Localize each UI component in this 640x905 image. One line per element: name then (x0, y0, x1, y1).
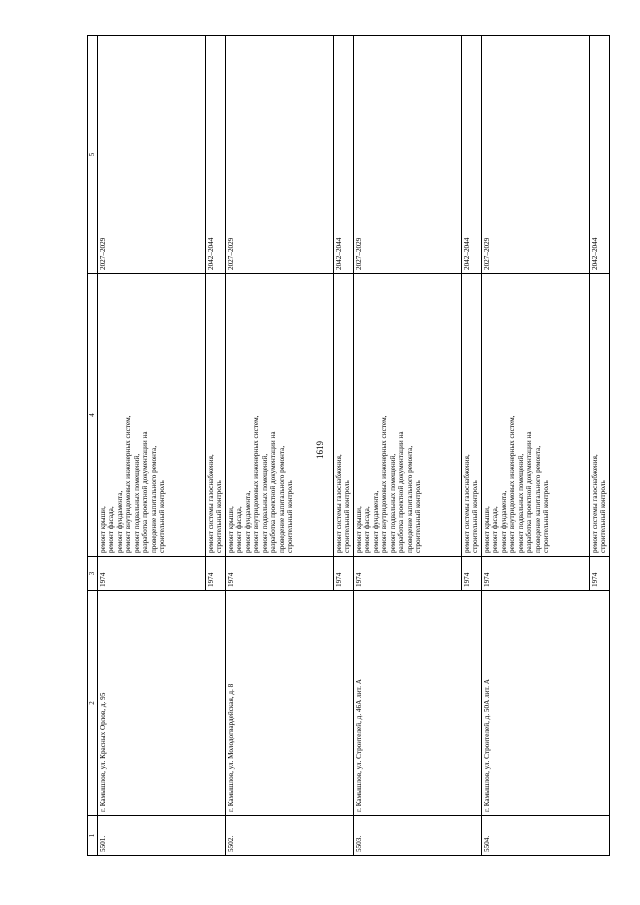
table-row (226, 36, 334, 856)
row-year-gas: 1974 (206, 557, 226, 591)
row-works-main (354, 274, 462, 557)
row-number: 5501. (98, 816, 226, 856)
row-number: 5502. (226, 816, 354, 856)
work-item: ремонт системы газоснабжения, (463, 454, 471, 553)
header-row (88, 36, 98, 856)
work-item: ремонт подвальных помещений, (132, 453, 141, 553)
work-item: ремонт фасада, (235, 506, 244, 553)
work-item: разработка проектной документации на (141, 431, 150, 553)
work-item: ремонт крыши, (483, 506, 491, 553)
work-item: проведение капитального ремонта, (533, 445, 542, 553)
work-item: строительный контроль (286, 480, 295, 553)
register-table (87, 35, 610, 856)
page-number: 1619 (315, 441, 325, 459)
work-item: строительный контроль (471, 480, 480, 553)
row-year: 1974 (226, 557, 334, 591)
header-col-1: 1 (88, 816, 98, 856)
work-item: ремонт внутридомовых инженерных систем, (252, 415, 261, 553)
row-works-main (226, 274, 334, 557)
row-period-main: 2027–2029 (482, 36, 590, 274)
row-works-gas (462, 274, 482, 557)
row-address: г. Камышлов, ул. Красных Орлов, д. 95 (98, 591, 226, 816)
work-item: строительный контроль (215, 480, 224, 553)
row-works-gas (590, 274, 610, 557)
row-year: 1974 (354, 557, 462, 591)
row-works-gas (206, 274, 226, 557)
work-item: строительный контроль (414, 480, 423, 553)
work-item: проведение капитального ремонта, (277, 445, 286, 553)
row-number: 5504. (482, 816, 610, 856)
work-item: ремонт системы газоснабжения, (591, 454, 599, 553)
row-works-main (98, 274, 206, 557)
work-item: ремонт подвальных помещений, (260, 453, 269, 553)
work-item: строительный контроль (158, 480, 167, 553)
row-period-main: 2027–2029 (226, 36, 334, 274)
work-item: ремонт внутридомовых инженерных систем, (124, 415, 133, 553)
work-item: разработка проектной документации на (525, 431, 534, 553)
row-address: г. Камышлов, ул. Строителей, д. 50А лит. А (482, 591, 610, 816)
row-year-gas: 1974 (334, 557, 354, 591)
work-item: разработка проектной документации на (397, 431, 406, 553)
row-number: 5503. (354, 816, 482, 856)
header-col-3: 3 (88, 557, 98, 591)
row-works-gas (334, 274, 354, 557)
work-item: проведение капитального ремонта, (149, 445, 158, 553)
work-item: ремонт системы газоснабжения, (335, 454, 343, 553)
header-col-2: 2 (88, 591, 98, 816)
work-item: строительный контроль (542, 480, 551, 553)
work-item: ремонт подвальных помещений, (516, 453, 525, 553)
register-table-wrapper (87, 36, 608, 856)
work-item: ремонт фасада, (491, 506, 500, 553)
work-item: ремонт подвальных помещений, (388, 453, 397, 553)
table-row (482, 36, 590, 856)
row-address: г. Камышлов, ул. Строителей, д. 46А лит. А (354, 591, 482, 816)
row-works-main (482, 274, 590, 557)
row-period-gas: 2042–2044 (334, 36, 354, 274)
work-item: ремонт фундамента, (499, 490, 508, 553)
work-item: ремонт фундамента, (115, 490, 124, 553)
work-item: ремонт крыши, (227, 506, 235, 553)
work-item: ремонт фасада, (107, 506, 116, 553)
table-body (98, 36, 610, 856)
work-item: ремонт внутридомовых инженерных систем, (508, 415, 517, 553)
work-item: ремонт системы газоснабжения, (207, 454, 215, 553)
row-year-gas: 1974 (462, 557, 482, 591)
work-item: проведение капитального ремонта, (405, 445, 414, 553)
work-item: ремонт фундамента, (371, 490, 380, 553)
work-item: ремонт внутридомовых инженерных систем, (380, 415, 389, 553)
row-year: 1974 (482, 557, 590, 591)
work-item: ремонт фасада, (363, 506, 372, 553)
row-year-gas: 1974 (590, 557, 610, 591)
row-period-gas: 2042–2044 (206, 36, 226, 274)
work-item: разработка проектной документации на (269, 431, 278, 553)
header-col-4: 4 (88, 274, 98, 557)
work-item: ремонт фундамента, (243, 490, 252, 553)
row-address: г. Камышлов, ул. Молодогвардейская, д. 8 (226, 591, 354, 816)
table-row (354, 36, 462, 856)
row-period-gas: 2042–2044 (462, 36, 482, 274)
work-item: строительный контроль (599, 480, 608, 553)
row-period-main: 2027–2029 (98, 36, 206, 274)
work-item: ремонт крыши, (355, 506, 363, 553)
row-year: 1974 (98, 557, 206, 591)
work-item: строительный контроль (343, 480, 352, 553)
row-period-gas: 2042–2044 (590, 36, 610, 274)
header-col-5: 5 (88, 36, 98, 274)
work-item: ремонт крыши, (99, 506, 107, 553)
table-row (98, 36, 206, 856)
row-period-main: 2027–2029 (354, 36, 462, 274)
